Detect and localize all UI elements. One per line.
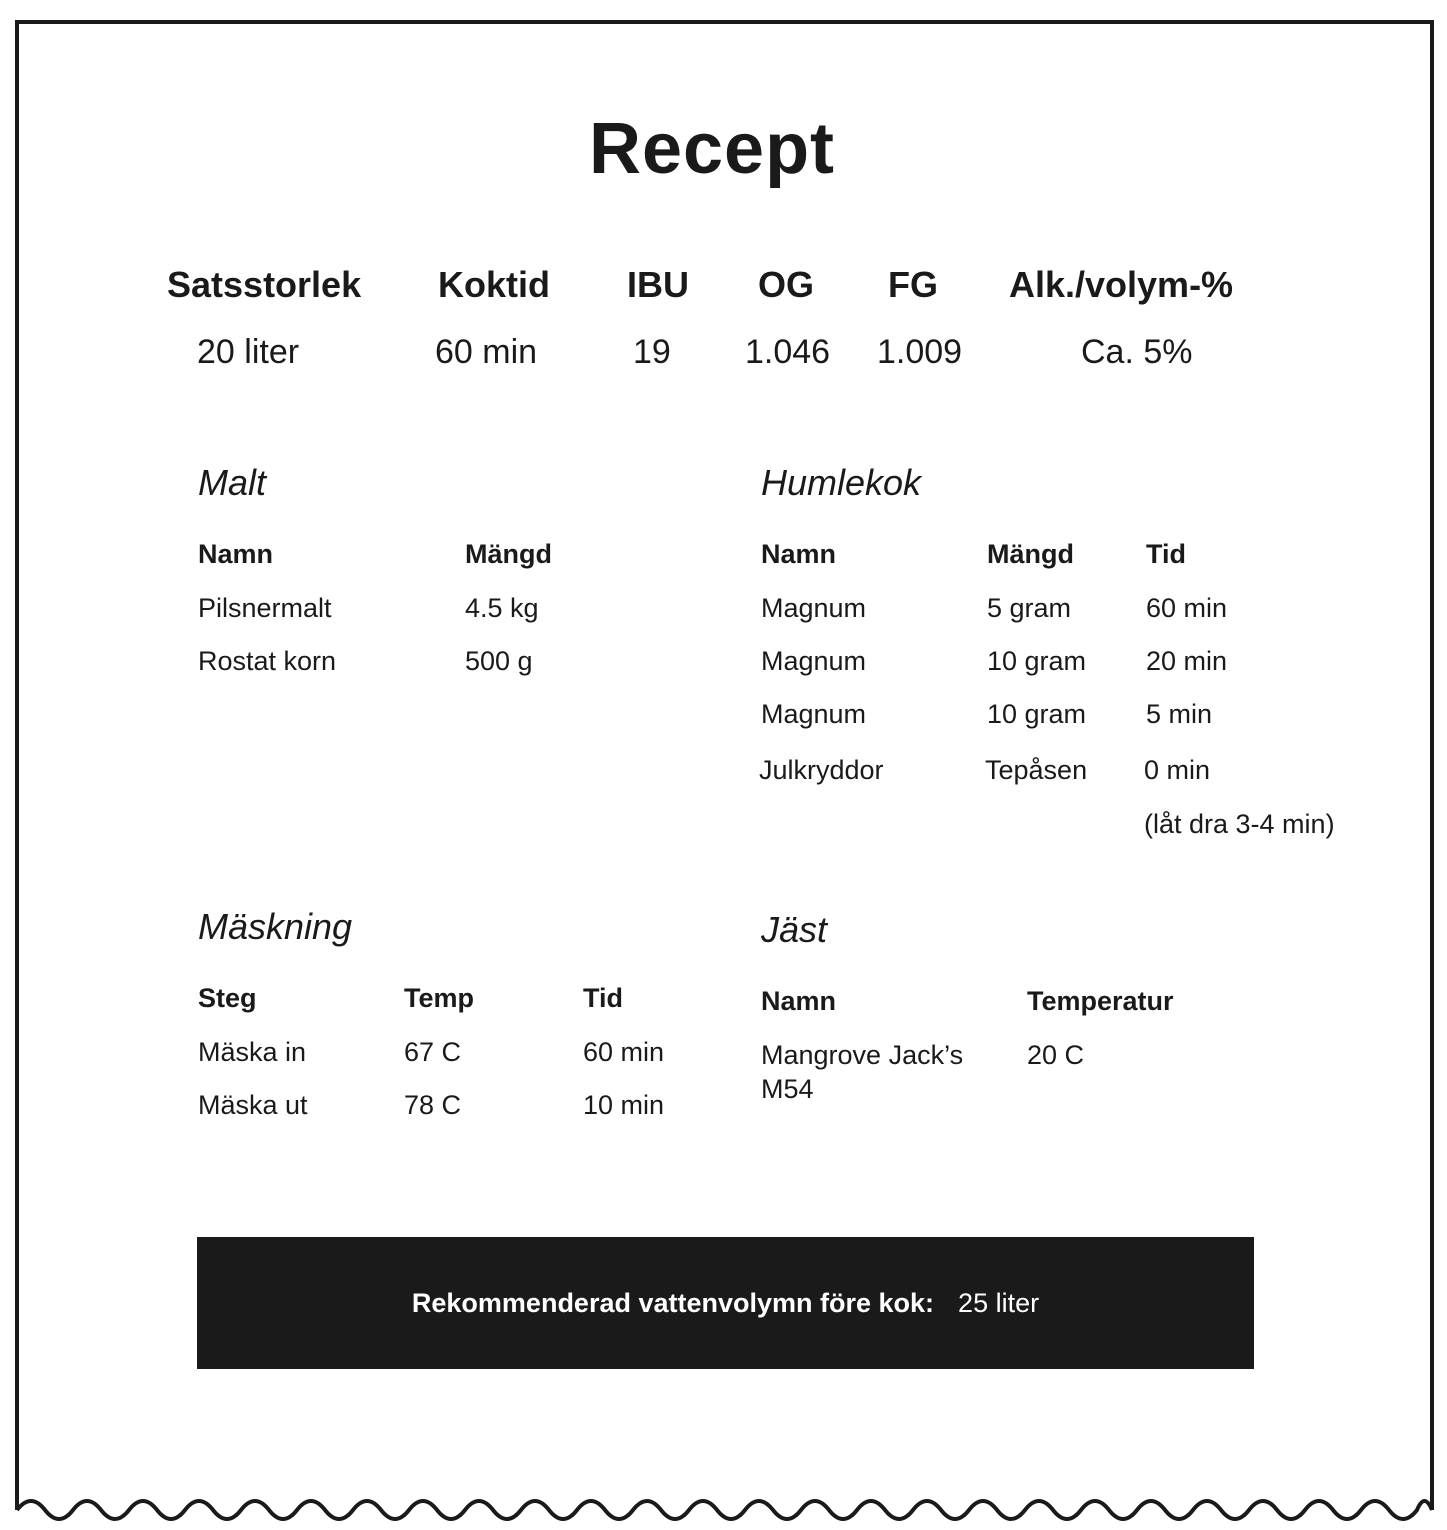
mash-row-1-time: 60 min bbox=[583, 1037, 665, 1067]
hop-row-2-name: Magnum bbox=[761, 646, 867, 676]
malt-row-2-amount: 500 g bbox=[465, 646, 533, 676]
hop-header-time: Tid bbox=[1146, 539, 1186, 569]
hop-header-name: Namn bbox=[761, 539, 837, 569]
stat-label-fg: FG bbox=[888, 264, 938, 305]
mash-row-1-step: Mäska in bbox=[198, 1037, 307, 1067]
hop-steep-note: (låt dra 3-4 min) bbox=[1144, 809, 1335, 839]
hop-row-2-amount: 10 gram bbox=[987, 646, 1087, 676]
stat-label-ibu: IBU bbox=[627, 264, 689, 305]
water-volume-value: 25 liter bbox=[958, 1287, 1040, 1318]
yeast-header-name: Namn bbox=[761, 986, 837, 1016]
stat-value-ibu: 19 bbox=[633, 333, 671, 371]
mash-row-1-temp: 67 C bbox=[404, 1037, 462, 1067]
mash-header-temp: Temp bbox=[404, 983, 475, 1013]
wavy-bottom-edge bbox=[17, 1501, 1432, 1519]
hop-row-1-amount: 5 gram bbox=[987, 593, 1072, 623]
mash-title: Mäskning bbox=[198, 906, 353, 947]
stat-value-boil-time: 60 min bbox=[435, 333, 538, 371]
hop-row-2-time: 20 min bbox=[1146, 646, 1228, 676]
stat-value-fg: 1.009 bbox=[877, 333, 963, 371]
hop-row-3-name: Magnum bbox=[761, 699, 867, 729]
hop-row-4-amount: Tepåsen bbox=[985, 755, 1088, 785]
stat-label-boil-time: Koktid bbox=[438, 264, 550, 305]
malt-row-1-name: Pilsnermalt bbox=[198, 593, 332, 623]
malt-header-amount: Mängd bbox=[465, 539, 552, 569]
yeast-row-1-temperature: 20 C bbox=[1027, 1040, 1085, 1070]
yeast-title: Jäst bbox=[761, 909, 828, 950]
hop-row-1-time: 60 min bbox=[1146, 593, 1228, 623]
mash-header-time: Tid bbox=[583, 983, 623, 1013]
hop-row-4-name: Julkryddor bbox=[759, 755, 884, 785]
water-volume-banner bbox=[197, 1237, 1254, 1369]
malt-row-1-amount: 4.5 kg bbox=[465, 593, 539, 623]
stat-label-batch-size: Satsstorlek bbox=[167, 264, 362, 305]
hop-row-1-name: Magnum bbox=[761, 593, 867, 623]
hop-row-3-time: 5 min bbox=[1146, 699, 1213, 729]
stat-label-og: OG bbox=[758, 264, 815, 305]
yeast-row-1-name-continued: M54 bbox=[761, 1074, 814, 1104]
yeast-header-temperature: Temperatur bbox=[1027, 986, 1174, 1016]
yeast-row-1-name: Mangrove Jack’s bbox=[761, 1040, 964, 1070]
hop-boil-title: Humlekok bbox=[761, 462, 922, 503]
mash-row-2-temp: 78 C bbox=[404, 1090, 462, 1120]
mash-header-step: Steg bbox=[198, 983, 257, 1013]
malt-row-2-name: Rostat korn bbox=[198, 646, 337, 676]
stat-value-batch-size: 20 liter bbox=[197, 333, 300, 371]
water-volume-label: Rekommenderad vattenvolymn före kok: bbox=[411, 1287, 935, 1318]
mash-row-2-time: 10 min bbox=[583, 1090, 665, 1120]
malt-header-name: Namn bbox=[198, 539, 274, 569]
hop-row-4-time: 0 min bbox=[1144, 755, 1211, 785]
stat-label-abv: Alk./volym-% bbox=[1009, 264, 1234, 305]
malt-title: Malt bbox=[198, 462, 267, 503]
mash-row-2-step: Mäska ut bbox=[198, 1090, 308, 1120]
stat-value-og: 1.046 bbox=[745, 333, 831, 371]
page-title: Recept bbox=[588, 109, 836, 189]
stat-value-abv: Ca. 5% bbox=[1081, 333, 1193, 371]
hop-header-amount: Mängd bbox=[987, 539, 1074, 569]
hop-row-3-amount: 10 gram bbox=[987, 699, 1087, 729]
